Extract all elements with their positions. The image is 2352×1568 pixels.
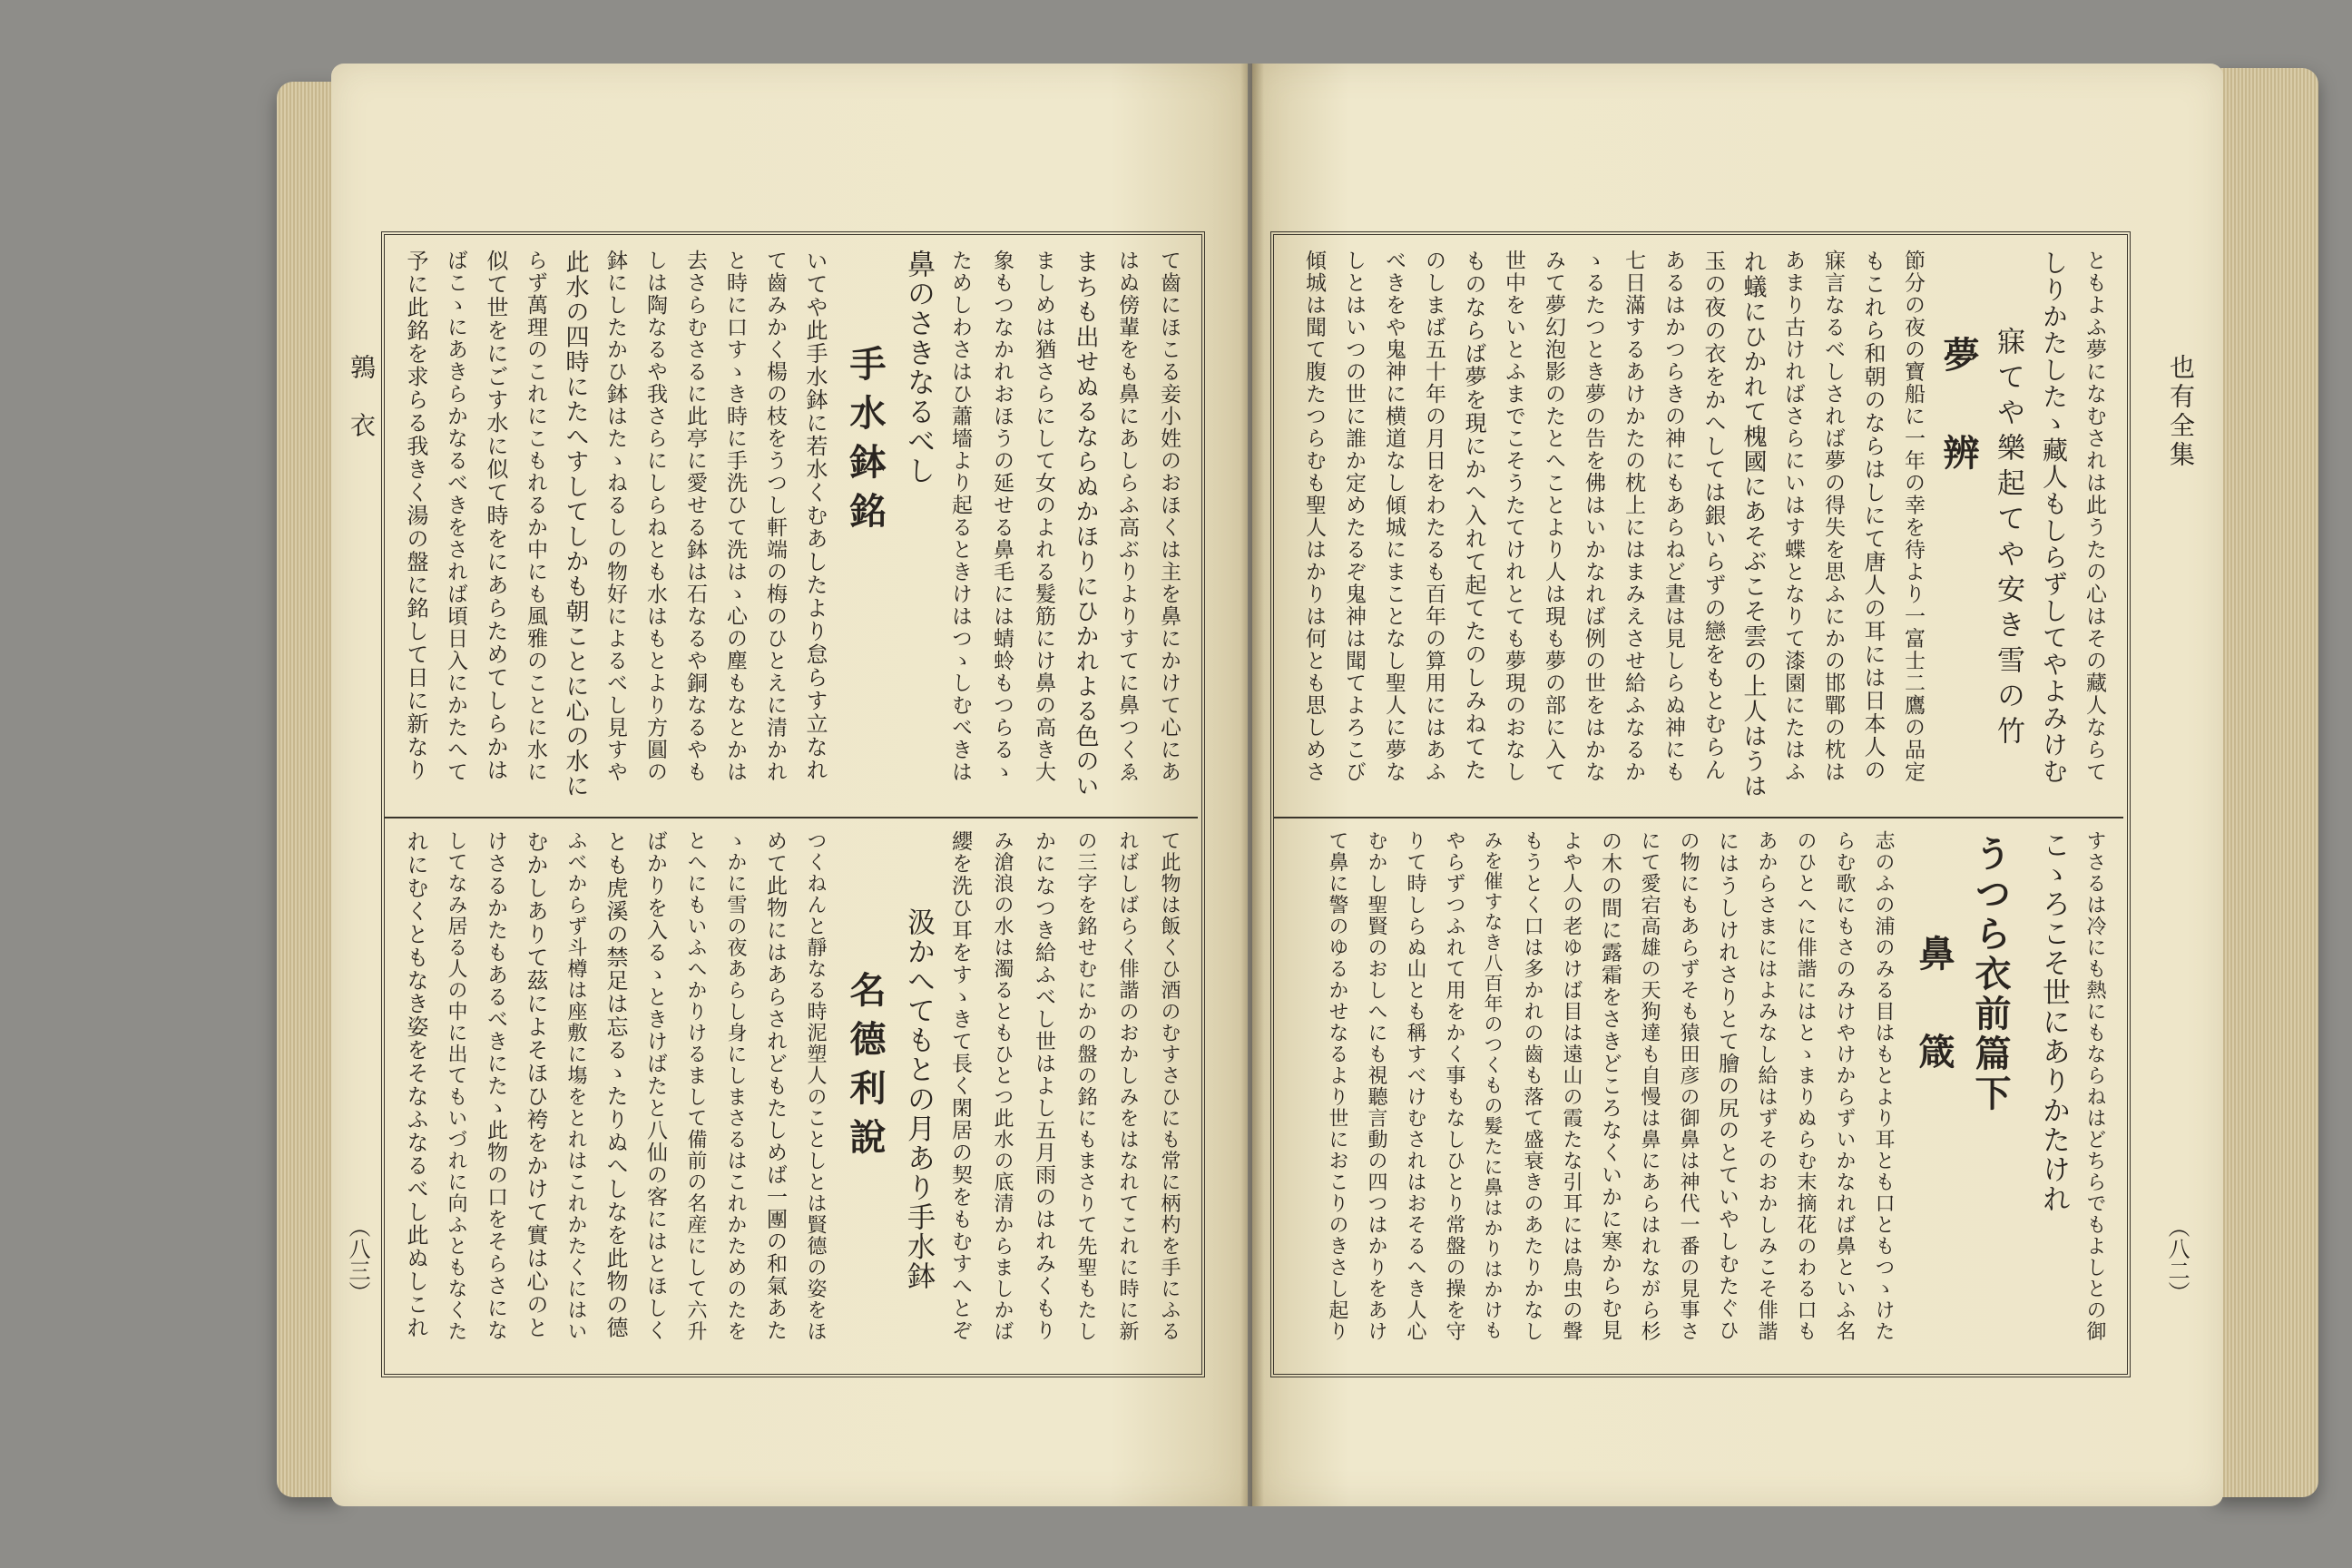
left-upper-essay-line: 此水の四時にたへすしてしかも朝ことに心の水に [562,250,589,799]
right-upper-text-line: ともよふ夢になむされは此うたの心はその藏人ならて [2082,250,2106,783]
left-page [331,64,1248,1506]
right-lower-text-line: こゝろこそ世にありかたけれ [2037,830,2070,1214]
left-upper-text-line: はぬ傍輩をも鼻にあしらふ高ぶりよりすてに鼻つくゑ [1115,250,1139,783]
left-lower-essay-line: とへにもいふへかりけるまして備前の名産にして六升 [684,830,707,1342]
right-upper-poem: 寐てや樂起てや安き雪の竹 [1992,327,2024,751]
right-lower-essay-line: にて愛宕高雄の天狗達も自慢は鼻にあらはれながら杉 [1638,830,1661,1342]
right-upper-essay-title: 夢 辨 [1937,336,1980,483]
left-upper-text-line: まちも出せぬるならぬかほりにひかれよる色のい [1072,250,1099,799]
left-lower-essay-line: ふべからず斗樽は座敷に塲をとれはこれかたくにはい [564,830,587,1342]
right-upper-essay-line: ものならば夢を現にかへ入れて起てたのしみねてた [1461,250,1486,782]
right-lower-essay-line: もうとく口は多かれの齒も落て盛衰きのあたりかなし [1521,830,1544,1342]
left-lower-text-line: て此物は飯くひ酒のむすさひにも常に柄杓を手にふる [1158,830,1181,1342]
left-upper-essay-line: しは陶なるや我さらにしらねとも水はもとより方圓の [643,250,667,783]
left-lower-text-line: の三字を銘せむにかの盤の銘にもまさりて先聖もたし [1074,830,1097,1342]
left-lower-essay-line: めて此物にはあらされどもたしめば一團の和氣あた [763,830,787,1342]
left-lower-essay-line: とも虎溪の禁足は忘るゝたりぬへしなを此物の德 [603,830,628,1339]
left-upper-essay-line: 予に此銘を求らる我きく湯の盤に銘して日に新なり [403,250,428,782]
right-lower-essay-line: て鼻に警のゆるかせなるより世におこりのきさし起り [1326,830,1348,1342]
right-upper-essay-line: べきをや鬼神に横道なし傾城にまことなし聖人に夢な [1382,250,1406,783]
right-upper-essay-line: しとはいつの世に誰か定めたるぞ鬼神は聞てよろこび [1342,250,1366,783]
left-upper-essay-line: 似て世をにごす水に似て時をにあらためてしらかは [483,250,508,782]
left-upper-text-line: ましめは猶さらにして女のよれる髮筋にけ鼻の高き大 [1032,250,1055,783]
left-upper-essay-line: て齒みかく楊の枝をうつし軒端の梅のひとえに清かれ [763,250,787,783]
left-running-title: 鶉 衣 [347,354,377,441]
left-upper-essay-line: ばこゝにあきらかなるべきをされば頃日入にかたへて [444,250,467,783]
left-upper-text-line: 象もつなかれおほうの延せる鼻毛には蜻蛉もつらるゝ [990,250,1014,783]
right-lower-essay-line: むかし聖賢のおしへにも視聽言動の四つはかりをあけ [1365,830,1387,1342]
left-upper-essay-line: 鉢にしたかひ鉢はたゝねるしの物好によるべし見すや [603,250,627,783]
right-upper-essay-line: 世中をいとふまでこそうたてけれとても夢現のおなし [1502,250,1525,783]
right-lower-essay-line: みを催すなき八百年のつくもの髮たに鼻はかりはかけも [1482,830,1504,1341]
right-upper-essay-line: もこれら和朝のならはしにて唐人の耳には日本人の [1860,250,1886,782]
right-lower-essay-line: 志のふの浦のみる目はもとより耳とも口ともつゝけた [1872,830,1895,1342]
left-upper-text-line: 鼻のさきなるべし [902,250,935,485]
open-book [277,64,2318,1506]
right-upper-essay-line: 玉の夜の衣をかへしては銀いらずの戀をもとむらん [1700,250,1726,782]
right-upper-text-line: しりかたしたゝ藏人もしらずしてやよみけむ [2039,250,2069,785]
left-lower-text-line: み滄浪の水は濁るともひとつ此水の底清からましかば [991,830,1014,1342]
left-upper-essay-line: と時に口すゝき時に手洗ひて洗はゝ心の塵もなとかは [723,250,747,783]
left-lower-essay-line: れにむくともなき姿をそなふなるべし此ぬしこれ [403,830,428,1339]
right-running-title: 也有全集 [2166,354,2196,470]
right-lower-essay-line: らむ歌にもさのみけやけからずいかなれば鼻といふ名 [1833,830,1856,1342]
right-upper-essay-line: あるはかつらきの神にもあらねど晝は見しらぬ神にも [1661,250,1685,783]
right-page-number: （八二） [2164,1216,2190,1303]
left-upper-text-line: ためしわさはひ蕭墻より起るときけはつゝしむべきは [948,250,972,783]
right-upper-essay-line: 節分の夜の寶船に一年の幸を待より一富士二鷹の品定 [1901,250,1925,783]
left-upper-essay-line: 去さらむさるに此亭に愛せる鉢は石なるや銅なるやも [683,250,707,783]
right-upper-essay-line: 七日滿するあけかたの枕上にはまみえさせ給ふなるか [1622,250,1645,783]
right-upper-essay-line: あまり古ければさらにいはす蝶となりて漆園にたはふ [1781,250,1805,783]
right-upper-essay-line: 寐言なるべしされば夢の得失を思ふにかの邯鄲の枕は [1821,250,1845,783]
left-lower-text-line: 汲かへてもとの月あり手水鉢 [902,907,935,1291]
left-upper-essay-line: らず萬理のこれにこもれるか中にも風雅のことに水に [524,250,547,783]
left-lower-essay-line: つくねんと靜なる時泥塑人のことしとは賢德の姿をほ [804,830,827,1342]
right-lower-essay-line: よや人の老ゆけば目は遠山の霞たな引耳には鳥虫の聲 [1560,830,1583,1342]
right-lower-text-line: すさるは冷にも熱にもならねはどちらでもよしとの御 [2083,830,2106,1342]
right-page [1252,64,2223,1506]
book-gutter [1240,64,1264,1506]
left-upper-essay-line: いてや此手水鉢に若水くむあしたより怠らす立なれ [802,250,828,782]
left-lower-essay-line: ゝかに雪の夜あらし身にしまさるはこれかためのたを [724,830,747,1342]
right-lower-essay-line: にはうしけれさりとて膾の尻のとていやしむたぐひ [1715,830,1739,1342]
left-page-number: （八三） [345,1216,370,1303]
left-lower-essay-line: ばかりを入るゝときけばたと八仙の客にはとほしく [643,830,667,1342]
right-upper-essay-line: みて夢幻泡影のたとへことより人は現も夢の部に入て [1542,250,1565,783]
left-lower-essay-line: けさるかたもあるべきにたゝ此物の口をそらさにな [484,830,507,1342]
right-page-edge [2214,68,2318,1497]
left-upper-text-line: て齒にほこる妾小姓のおほくは主を鼻にかけて心にあ [1157,250,1181,783]
left-lower-text-line: 纓を洗ひ耳をすゝきて長く閑居の契をもむすへとぞ [948,830,972,1342]
left-section-divider [385,817,1198,818]
right-lower-essay-line: の物にもあらずそも猿田彦の御鼻は神代一番の見事さ [1677,830,1700,1342]
right-lower-essay-line: やらずつふれて用をかく事もなしひとり常盤の操を守 [1443,830,1465,1342]
left-lower-essay-line: むかしありて茲によそほひ袴をかけて實は心のと [523,830,548,1339]
left-lower-essay-line: してなみ居る人の中に出てもいづれに向ふともなくた [445,830,467,1342]
left-upper-essay-title: 手水鉢銘 [844,345,887,541]
right-lower-essay-line: のひとへに俳諧にはとゝまりぬらむ末摘花のわる口も [1794,830,1817,1342]
right-lower-essay-line: りて時しらぬ山とも稱すべけむされはおそるへき人心 [1404,830,1426,1342]
right-lower-essay-title: 鼻 箴 [1913,935,1955,1082]
left-lower-text-line: ればしばらく俳諧のおかしみをはなれてこれに時に新 [1116,830,1139,1342]
right-section-divider [1274,817,2123,818]
right-lower-essay-line: の木の間に露霜をさきどころなくいかに寒からむ見 [1598,830,1622,1342]
right-lower-essay-line: あからさまにはよみなし給はずそのおかしみこそ俳諧 [1755,830,1778,1342]
left-lower-essay-title: 名德利說 [844,971,887,1167]
right-upper-essay-line: ゝるたつとき夢の告を佛はいかなれば例の世をはかな [1582,250,1605,783]
right-upper-essay-line: れ蟻にひかれて槐國にあそぶこそ雲の上人はうは [1740,250,1767,799]
left-lower-text-line: かになつき給ふべし世はよし五月雨のはれみくもり [1032,830,1055,1342]
right-lower-chapter-title: うつら衣前篇下 [1969,835,2012,1114]
right-upper-essay-line: 傾城は聞て腹たつらむも聖人はかりは何とも思しめさ [1302,250,1326,783]
right-upper-essay-line: のしまば五十年の月日をわたるも百年の算用にはあふ [1422,250,1446,783]
